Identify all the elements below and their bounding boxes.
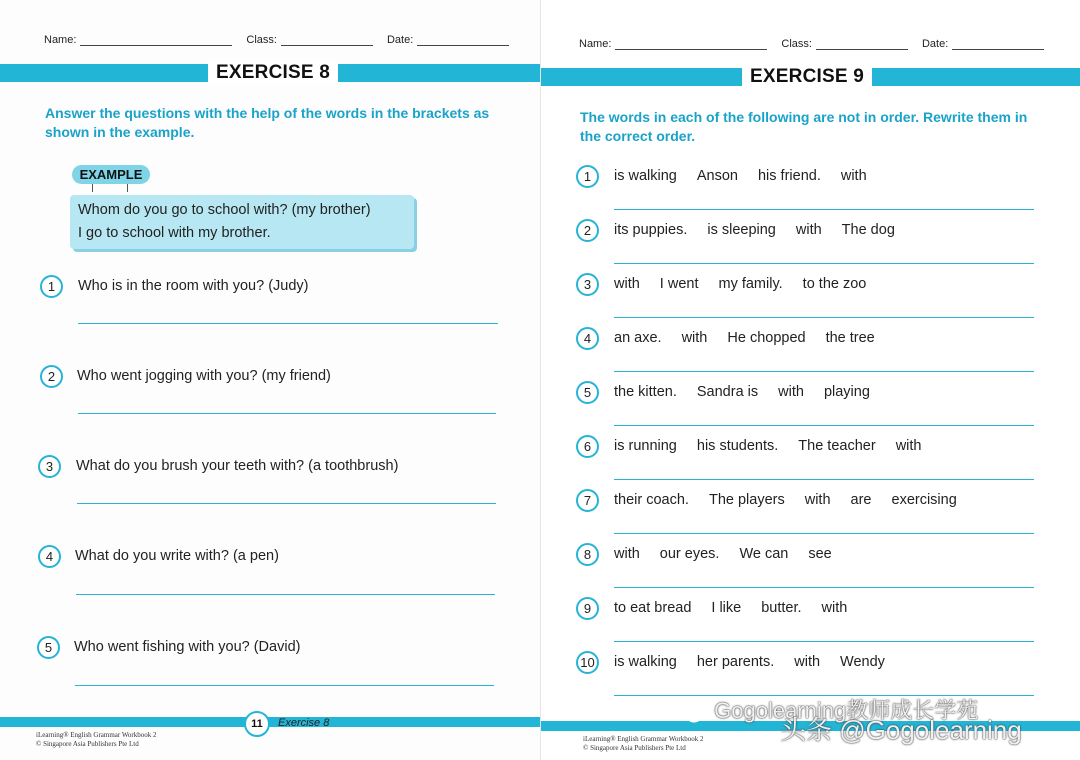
question-text: Who went fishing with you? (David) [74, 639, 301, 655]
answer-line[interactable] [614, 209, 1034, 210]
item-number: 5 [576, 381, 599, 404]
item-number: 10 [576, 651, 599, 674]
student-info-header [44, 34, 509, 46]
word-chunk: The players [708, 492, 785, 508]
word-chunk: is running [614, 438, 677, 454]
date-blank [417, 44, 509, 46]
jumbled-words [614, 168, 887, 184]
class-label: Class: [781, 38, 812, 50]
word-chunk: with [804, 492, 831, 508]
class-label: Class: [246, 34, 277, 46]
answer-line[interactable] [77, 503, 496, 504]
exercise-title: EXERCISE 8 [208, 61, 338, 85]
item-number: 4 [576, 327, 599, 350]
answer-line[interactable] [75, 685, 494, 686]
word-chunk: with [614, 276, 640, 292]
question-text: What do you write with? (a pen) [75, 548, 279, 564]
word-chunk: is walking [614, 654, 677, 670]
word-chunk: The dog [841, 222, 895, 238]
jumbled-words [614, 438, 941, 454]
item-number: 2 [576, 219, 599, 242]
question-number: 3 [38, 455, 61, 478]
jumbled-words [614, 654, 905, 670]
word-chunk: his students. [696, 438, 779, 454]
example-answer: I go to school with my brother. [78, 225, 271, 241]
watermark-text: Gogolearning教师成长学苑 [714, 698, 979, 723]
answer-line[interactable] [78, 413, 496, 414]
publisher-line: © Singapore Asia Publishers Pte Ltd [583, 744, 686, 752]
item-number: 9 [576, 597, 599, 620]
word-chunk: We can [739, 546, 789, 562]
word-chunk: her parents. [696, 654, 775, 670]
word-chunk: with [794, 654, 821, 670]
date-label: Date: [386, 34, 414, 46]
question-text: Who is in the room with you? (Judy) [78, 278, 309, 294]
publisher-info [36, 731, 157, 749]
word-chunk: with [681, 330, 708, 346]
word-chunk: their coach. [614, 492, 689, 508]
word-chunk: see [808, 546, 832, 562]
name-label: Name: [579, 38, 612, 50]
word-chunk: I went [659, 276, 699, 292]
word-chunk: to the zoo [802, 276, 867, 292]
word-chunk: Anson [696, 168, 738, 184]
answer-line[interactable] [614, 479, 1034, 480]
answer-line[interactable] [614, 425, 1034, 426]
item-number: 8 [576, 543, 599, 566]
word-chunk: Wendy [840, 654, 885, 670]
item-number: 1 [576, 165, 599, 188]
answer-line[interactable] [78, 323, 498, 324]
answer-line[interactable] [614, 533, 1034, 534]
word-chunk: with [795, 222, 822, 238]
answer-line[interactable] [614, 263, 1034, 264]
jumbled-words [614, 600, 867, 616]
question-number: 1 [40, 275, 63, 298]
date-blank [952, 48, 1044, 50]
question-text: Who went jogging with you? (my friend) [77, 368, 331, 384]
word-chunk: I like [711, 600, 742, 616]
word-chunk: the kitten. [614, 384, 677, 400]
watermark-line: 头条 @Gogolearning [780, 715, 1022, 745]
example-question: Whom do you go to school with? (my brother) [78, 202, 371, 218]
publisher-line: iLearning® English Grammar Workbook 2 [583, 735, 704, 743]
item-number: 6 [576, 435, 599, 458]
word-chunk: with [778, 384, 804, 400]
exercise-title: EXERCISE 9 [742, 65, 872, 89]
answer-line[interactable] [614, 641, 1034, 642]
word-chunk: playing [823, 384, 870, 400]
word-chunk: the tree [825, 330, 875, 346]
word-chunk: its puppies. [614, 222, 688, 238]
word-chunk: are [850, 492, 872, 508]
publisher-line: © Singapore Asia Publishers Pte Ltd [36, 740, 139, 748]
word-chunk: our eyes. [659, 546, 720, 562]
name-label: Name: [44, 34, 77, 46]
instruction-text: Answer the questions with the help of the words in the brackets as shown in the example. [45, 105, 490, 140]
word-chunk: with [614, 546, 640, 562]
word-chunk: Sandra is [696, 384, 759, 400]
publisher-line: iLearning® English Grammar Workbook 2 [36, 731, 157, 739]
name-blank [80, 44, 232, 46]
answer-line[interactable] [614, 317, 1034, 318]
jumbled-words [614, 492, 977, 508]
jumbled-words [614, 222, 915, 238]
answer-line[interactable] [614, 371, 1034, 372]
jumbled-words [614, 384, 890, 400]
question-number: 4 [38, 545, 61, 568]
word-chunk: with [840, 168, 867, 184]
class-blank [281, 44, 373, 46]
class-blank [816, 48, 908, 50]
name-blank [615, 48, 767, 50]
word-chunk: is sleeping [707, 222, 776, 238]
word-chunk: is walking [614, 168, 677, 184]
word-chunk: with [895, 438, 922, 454]
word-chunk: with [821, 600, 848, 616]
question-number: 5 [37, 636, 60, 659]
jumbled-words [614, 276, 886, 292]
answer-line[interactable] [76, 594, 495, 595]
word-chunk: his friend. [757, 168, 821, 184]
example-connector [92, 184, 93, 192]
item-number: 7 [576, 489, 599, 512]
question-text: What do you brush your teeth with? (a toothbrush) [76, 458, 399, 474]
publisher-info [583, 735, 704, 753]
footer-exercise-label: Exercise 8 [278, 717, 330, 729]
word-chunk: The teacher [798, 438, 876, 454]
answer-line[interactable] [614, 587, 1034, 588]
instruction-text: The words in each of the following are not in order. Rewrite them in the correct order. [580, 109, 1028, 144]
page-number: 11 [244, 711, 270, 737]
footer-band [0, 717, 540, 727]
jumbled-words [614, 546, 852, 562]
item-number: 3 [576, 273, 599, 296]
word-chunk: butter. [761, 600, 802, 616]
word-chunk: my family. [718, 276, 783, 292]
question-number: 2 [40, 365, 63, 388]
example-label: EXAMPLE [72, 165, 150, 184]
wechat-icon [676, 703, 702, 721]
example-connector [127, 184, 128, 192]
word-chunk: exercising [891, 492, 957, 508]
example-box [70, 195, 414, 249]
student-info-header [579, 38, 1044, 50]
jumbled-words [614, 330, 895, 346]
word-chunk: an axe. [614, 330, 662, 346]
exercise-9-page [540, 0, 1080, 760]
word-chunk: to eat bread [614, 600, 692, 616]
date-label: Date: [921, 38, 949, 50]
word-chunk: He chopped [727, 330, 806, 346]
